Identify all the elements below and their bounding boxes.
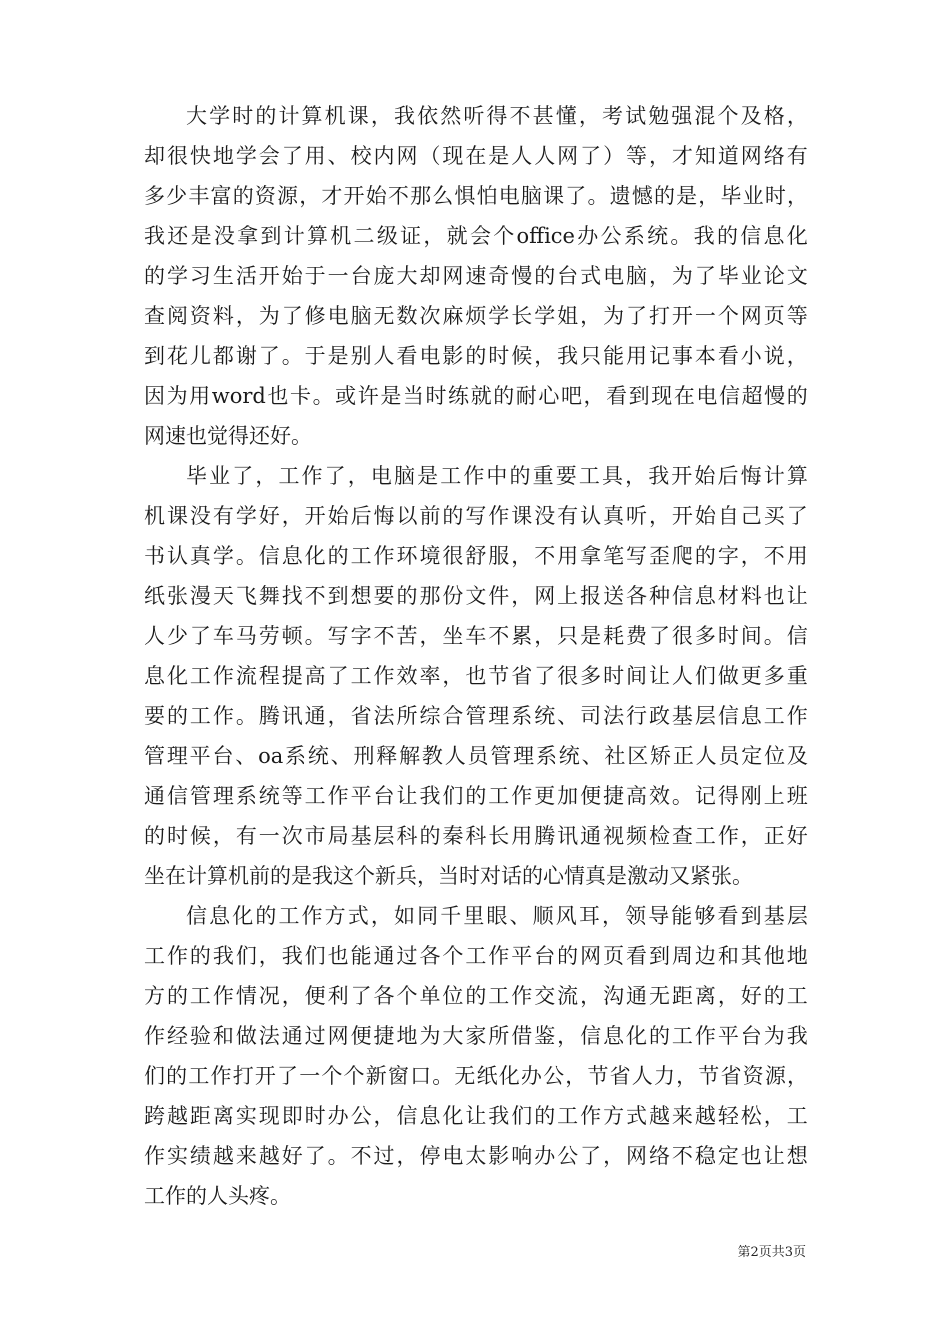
text-line: 信 息 化 的 工 作 方 式 ， 如 同 千 里 眼 、 顺 风 耳 ， 领 导 能 够 看 到 基 层 (186, 904, 808, 928)
text-line: 大 学 时 的 计 算 机 课 ， 我 依 然 听 得 不 甚 懂 ， 考 试 勉 强 混 个 及 格 ， (186, 104, 808, 128)
text-line: 的 学 习 生 活 开 始 于 一 台 庞 大 却 网 速 奇 慢 的 台 式 电 脑 ， 为 了 毕 业 论 文 (144, 264, 808, 288)
text-line: 毕 业 了 ， 工 作 了 ， 电 脑 是 工 作 中 的 重 要 工 具 ， 我 开 始 后 悔 计 算 (186, 464, 808, 488)
text-line: 坐在计算机前的是我这个新兵，当时对话的心情真是激动又紧张。 (144, 864, 753, 888)
text-line: 通 信 管 理 系 统 等 工 作 平 台 让 我 们 的 工 作 更 加 便 捷 高 效 。 记 得 刚 上 班 (144, 784, 808, 808)
text-line: 人 少 了 车 马 劳 顿 。 写 字 不 苦 ， 坐 车 不 累 ， 只 是 耗 费 了 很 多 时 间 。 信 (144, 624, 808, 648)
text-line: 我 还 是 没 拿 到 计 算 机 二 级 证 ， 就 会 个 office 办 公 系 统 。 我 的 信 息 化 (144, 224, 808, 248)
text-line: 管 理 平 台 、 oa 系 统 、 刑 释 解 教 人 员 管 理 系 统 、 社 区 矫 正 人 员 定 位 及 (144, 744, 808, 768)
text-line: 因 为 用 word 也 卡 。 或 许 是 当 时 练 就 的 耐 心 吧 ， 看 到 现 在 电 信 超 慢 的 (144, 384, 808, 408)
text-line: 书 认 真 学 。 信 息 化 的 工 作 环 境 很 舒 服 ， 不 用 拿 笔 写 歪 爬 的 字 ， 不 用 (144, 544, 808, 568)
text-line: 机 课 没 有 学 好 ， 开 始 后 悔 以 前 的 写 作 课 没 有 认 真 听 ， 开 始 自 己 买 了 (144, 504, 808, 528)
text-line: 作 经 验 和 做 法 通 过 网 便 捷 地 为 大 家 所 借 鉴 ， 信 息 化 的 工 作 平 台 为 我 (144, 1024, 808, 1048)
document-body (144, 96, 808, 1216)
text-line: 们 的 工 作 打 开 了 一 个 个 新 窗 口 。 无 纸 化 办 公 ， 节 省 人 力 ， 节 省 资 源 ， (144, 1064, 808, 1088)
text-line: 作 实 绩 越 来 越 好 了 。 不 过 ， 停 电 太 影 响 办 公 了 ， 网 络 不 稳 定 也 让 想 (144, 1144, 808, 1168)
text-line: 方 的 工 作 情 况 ， 便 利 了 各 个 单 位 的 工 作 交 流 ， 沟 通 无 距 离 ， 好 的 工 (144, 984, 808, 1008)
text-line: 工作的人头疼。 (144, 1184, 291, 1208)
text-line: 查 阅 资 料 ， 为 了 修 电 脑 无 数 次 麻 烦 学 长 学 姐 ， 为 了 打 开 一 个 网 页 等 (144, 304, 808, 328)
text-line: 却 很 快 地 学 会 了 用 、 校 内 网 （ 现 在 是 人 人 网 了 ） 等 ， 才 知 道 网 络 有 (144, 144, 808, 168)
text-line: 网速也觉得还好。 (144, 424, 312, 448)
text-line: 纸 张 漫 天 飞 舞 找 不 到 想 要 的 那 份 文 件 ， 网 上 报 送 各 种 信 息 材 料 也 让 (144, 584, 808, 608)
text-line: 多 少 丰 富 的 资 源 ， 才 开 始 不 那 么 惧 怕 电 脑 课 了 。 遗 憾 的 是 ， 毕 业 时 ， (144, 184, 808, 208)
text-line: 到 花 儿 都 谢 了 。 于 是 别 人 看 电 影 的 时 候 ， 我 只 能 用 记 事 本 看 小 说 ， (144, 344, 808, 368)
text-line: 息 化 工 作 流 程 提 高 了 工 作 效 率 ， 也 节 省 了 很 多 时 间 让 人 们 做 更 多 重 (144, 664, 808, 688)
page-number-footer: 第2页共3页 (737, 1245, 806, 1260)
text-line: 工 作 的 我 们 ， 我 们 也 能 通 过 各 个 工 作 平 台 的 网 页 看 到 周 边 和 其 他 地 (144, 944, 808, 968)
text-line: 的 时 候 ， 有 一 次 市 局 基 层 科 的 秦 科 长 用 腾 讯 通 视 频 检 查 工 作 ， 正 好 (144, 824, 808, 848)
text-line: 要 的 工 作 。 腾 讯 通 ， 省 法 所 综 合 管 理 系 统 、 司 法 行 政 基 层 信 息 工 作 (144, 704, 808, 728)
text-line: 跨 越 距 离 实 现 即 时 办 公 ， 信 息 化 让 我 们 的 工 作 方 式 越 来 越 轻 松 ， 工 (144, 1104, 808, 1128)
